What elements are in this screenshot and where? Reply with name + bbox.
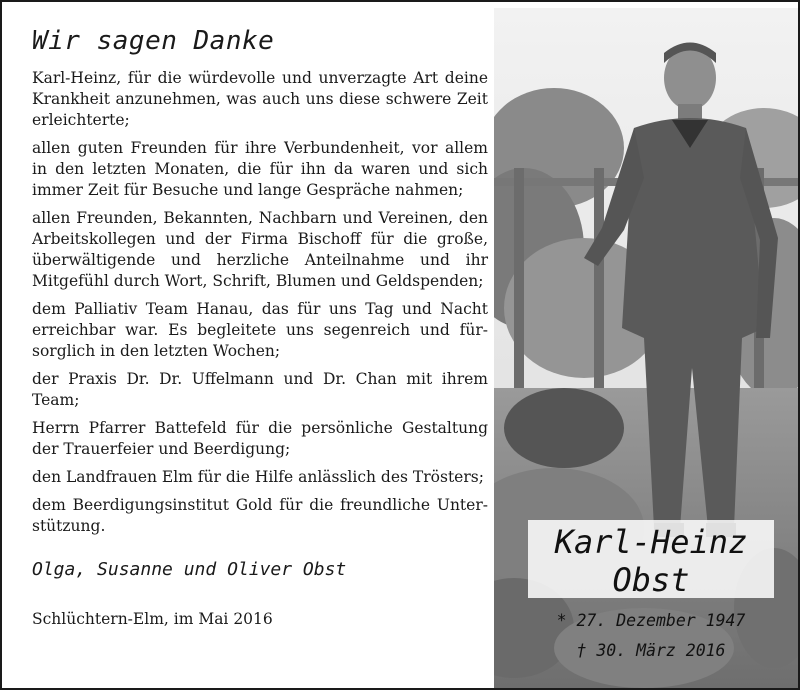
paragraph: Karl-Heinz, für die würdevolle und unverzagte Art deine Krankheit anzunehmen, was auch uns diese schwere Zeit erleichterte; bbox=[32, 69, 488, 129]
life-dates bbox=[528, 606, 774, 666]
name-label bbox=[528, 520, 774, 598]
last-name: Obst bbox=[612, 561, 690, 599]
thank-you-text bbox=[28, 20, 488, 628]
paragraph: der Praxis Dr. Dr. Uffelmann und Dr. Chan mit ihrem Team; bbox=[32, 370, 488, 409]
paragraph: Herrn Pfarrer Battefeld für die persönliche Gestaltung der Trauerfeier und Beerdigung; bbox=[32, 419, 488, 458]
death-date: † 30. März 2016 bbox=[576, 641, 726, 660]
place-date: Schlüchtern-Elm, im Mai 2016 bbox=[32, 610, 273, 628]
birth-date: * 27. Dezember 1947 bbox=[556, 611, 746, 630]
paragraph: den Landfrauen Elm für die Hilfe anlässlich des Trösters; bbox=[32, 468, 484, 486]
first-name: Karl-Heinz bbox=[554, 523, 748, 561]
paragraph: dem Palliativ Team Hanau, das für uns Tag und Nacht erreichbar war. Es begleitete uns segenreich und fürsorglich in den letzten Wochen; bbox=[32, 300, 488, 360]
paragraph: dem Beerdigungsinstitut Gold für die freundliche Unterstützung. bbox=[32, 496, 488, 535]
paragraph: allen Freunden, Bekannten, Nachbarn und Vereinen, den Arbeitskollegen und der Firma Bischoff für die große, überwältigende und herzliche Anteilnahme und ihr Mitgefühl durch Wort, Schrift, Blumen und Geldspenden; bbox=[32, 209, 488, 290]
signature: Olga, Susanne und Oliver Obst bbox=[32, 559, 347, 580]
paragraph: allen guten Freunden für ihre Verbundenheit, vor allem in den letzten Monaten, die für ihn da waren und sich immer Zeit für Besuche und lange Gespräche nahmen; bbox=[32, 139, 488, 199]
heading: Wir sagen Danke bbox=[32, 26, 275, 56]
